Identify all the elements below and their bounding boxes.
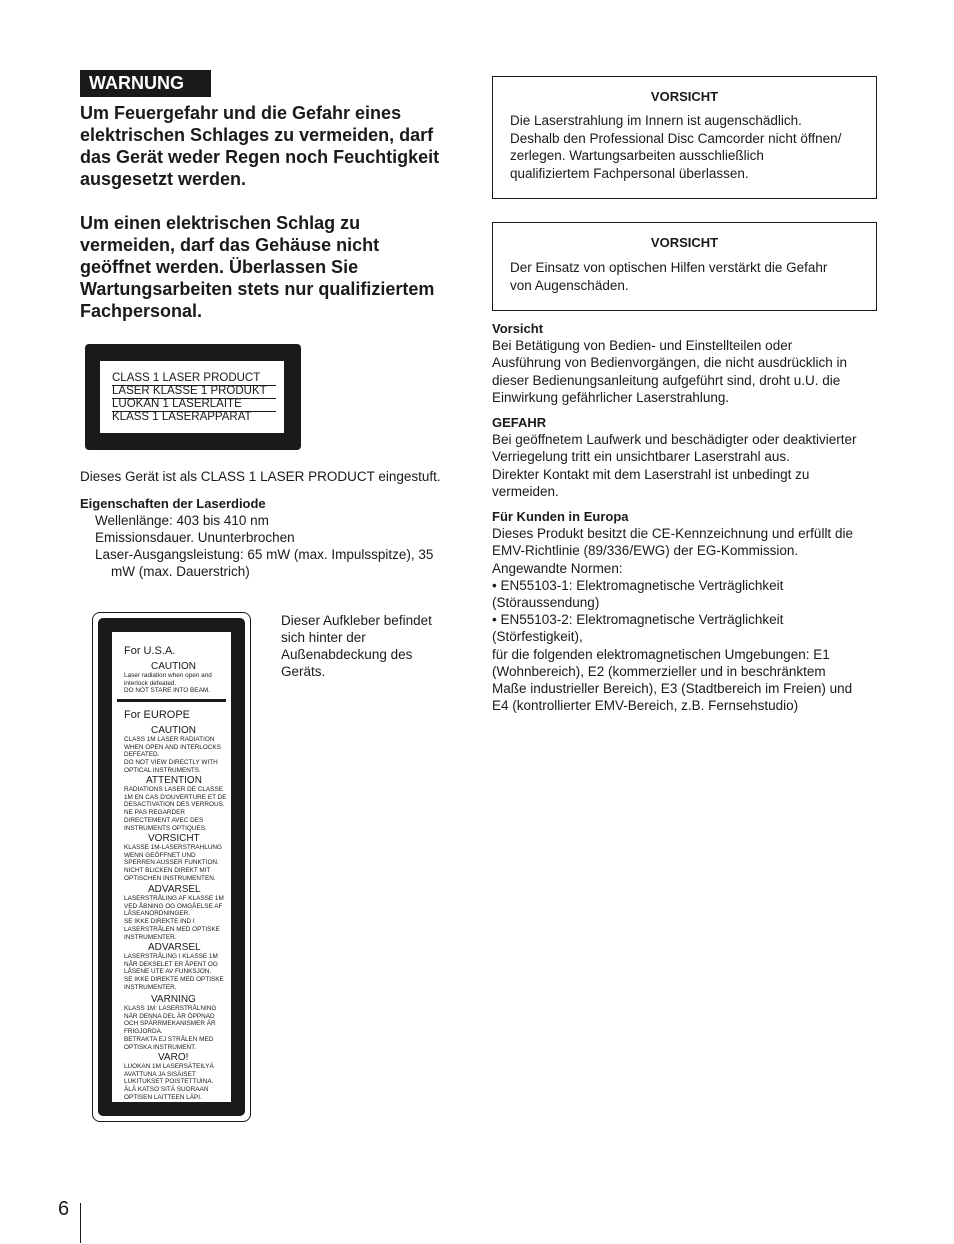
text-line: Geräts. (281, 664, 326, 679)
text-line: Verriegelung tritt ein unsichtbarer Laserstrahl aus. (492, 449, 790, 465)
sticker-region-usa: For U.S.A. (124, 645, 176, 657)
laser-label-line: CLASS 1 LASER PRODUCT (112, 372, 276, 386)
sticker-block-title: VARNING (151, 994, 196, 1005)
sticker-border (98, 618, 245, 1116)
warning-badge: WARNUNG (80, 70, 211, 97)
text-line: qualifiziertem Fachpersonal überlassen. (510, 165, 749, 181)
laser-diode-item: mW (max. Dauerstrich) (111, 564, 250, 579)
sticker-note (281, 612, 461, 680)
text-line: Dieses Produkt besitzt die CE-Kennzeichnung und erfüllt die (492, 526, 853, 542)
laser-label-line: LASER KLASSE 1 PRODUKT (112, 385, 276, 399)
sticker-block-title: VARO! (158, 1052, 189, 1063)
text-line: Außenabdeckung des (281, 647, 413, 662)
sticker-caution-title: CAUTION (151, 661, 196, 672)
text-line: (Wohnbereich), E2 (kommerzieller und in beschränktem (492, 663, 826, 679)
laser-label-line: LUOKAN 1 LASERLAITE (112, 398, 276, 412)
caution-box-title: VORSICHT (650, 235, 719, 250)
text-line: EMV-Richtlinie (89/336/EWG) der EG-Kommission. (492, 543, 799, 559)
text-line: Deshalb den Professional Disc Camcorder nicht öffnen/ (510, 130, 842, 146)
laser-diode-heading: Eigenschaften der Laserdiode (80, 496, 266, 511)
text-line: Maße industrieller Bereich), E3 (Stadtbereich im Freien) und (492, 681, 853, 697)
text-line: Der Einsatz von optischen Hilfen verstärkt die Gefahr (510, 260, 828, 275)
sticker-caution-text: Laser radiation when open and interlock defeated. DO NOT STARE INTO BEAM. (124, 672, 212, 695)
page-number: 6 (58, 1198, 70, 1220)
caution-box-optics (492, 222, 877, 311)
text-line: Ausführung von Bedienvorgängen, die nicht ausdrücklich in (492, 355, 847, 371)
europa-section (492, 508, 882, 714)
text-line: Um einen elektrischen Schlag zu (80, 213, 361, 233)
text-line: (Störaussendung) (492, 595, 600, 611)
sticker-block-text: KLASSE 1M-LASERSTRAHLUNG WENN GEÖFFNET UND SPERREN AUSSER FUNKTION. NICHT BLICKEN DIREKT MIT OPTISCHEN INSTRUMENTEN. (124, 844, 223, 882)
text-line: von Augenschäden. (510, 277, 629, 293)
sticker-block-text: CLASS 1M LASER RADIATION WHEN OPEN AND INTERLOCKS DEFEATED. DO NOT VIEW DIRECTLY WITH OPTICAL INSTRUMENTS. (124, 736, 221, 774)
section-heading: GEFAHR (492, 415, 547, 430)
sticker-block-text: RADIATIONS LASER DE CLASSE 1M EN CAS D'OUVERTURE ET DE DESACTIVATION DES VERROUS. NE PAS REGARDER DIRECTEMENT AVEC DES INSTRUMENTS OPTIQUES. (124, 786, 227, 832)
text-line: Einwirkung gefährlicher Laserstrahlung. (492, 389, 730, 405)
laser-diode-item: Wellenlänge: 403 bis 410 nm (95, 513, 269, 528)
text-line: Direkter Kontakt mit dem Laserstrahl ist unbedingt zu (492, 466, 810, 482)
caution-box-text (510, 112, 864, 182)
text-line: elektrischen Schlages zu vermeiden, darf (80, 125, 434, 145)
text-line: zerlegen. Wartungsarbeiten ausschließlich (510, 148, 764, 163)
class-statement: Dieses Gerät ist als CLASS 1 LASER PRODUCT eingestuft. (80, 469, 441, 484)
laser-diode-item: Laser-Ausgangsleistung: 65 mW (max. Impulsspitze), 35 (95, 547, 434, 562)
caution-box-title: VORSICHT (650, 89, 719, 104)
text-line: • EN55103-2: Elektromagnetische Verträglichkeit (492, 612, 784, 628)
sticker-divider (117, 699, 226, 702)
warning-paragraph-fire (80, 102, 470, 190)
warning-paragraph-shock (80, 212, 470, 322)
vorsicht-section (492, 320, 882, 406)
text-line: Angewandte Normen: (492, 560, 623, 576)
sticker-block-title: ADVARSEL (148, 884, 201, 895)
laser-diode-section (80, 495, 480, 580)
text-line: (Störfestigkeit), (492, 629, 583, 645)
text-line: für die folgenden elektromagnetischen Umgebungen: E1 (492, 646, 830, 662)
text-line: Die Laserstrahlung im Innern ist augenschädlich. (510, 113, 802, 128)
caution-box-radiation (492, 76, 877, 199)
sticker-block-title: VORSICHT (148, 833, 200, 844)
sticker-body (112, 632, 231, 1102)
text-line: • EN55103-1: Elektromagnetische Verträglichkeit (492, 577, 784, 593)
text-line: Bei Betätigung von Bedien- und Einstellteilen oder (492, 338, 793, 354)
text-line: E4 (kontrollierter EMV-Bereich, z.B. Fernsehstudio) (492, 698, 799, 714)
sticker-region-europe: For EUROPE (124, 709, 191, 721)
laser-warning-sticker (92, 612, 251, 1122)
text-line: geöffnet werden. Überlassen Sie (80, 257, 359, 277)
text-line: vermeiden, darf das Gehäuse nicht (80, 235, 380, 255)
text-line: Fachpersonal. (80, 301, 203, 321)
sticker-block-title: ATTENTION (146, 775, 202, 786)
text-line: Dieser Aufkleber befindet (281, 613, 432, 628)
sticker-block-text: KLASS 1M: LASERSTRÅLNING NÄR DENNA DEL ÄR ÖPPNAD OCH SPÄRRMEKANISMER ÄR FRIGJORDA. BETRAKTA EJ STRÅLEN MED OPTISKA INSTRUMENT. (124, 1005, 217, 1051)
sticker-block-text: LASERSTRÅLING AF KLASSE 1M VED ÅBNING OG OMGÅELSE AF LÅSEANORDNINGER. SE IKKE DIREKTE IND I LASERSTRÅLEN MED OPTISKE INSTRUMENTER. (124, 895, 224, 941)
sticker-block-text: LUOKAN 1M LASERSÄTEILYÄ AVATTUNA JA SISÄISET LUKITUKSET POISTETTUINA. ÄLÄ KATSO SITÄ SUORAAN OPTISEN LAITTEEN LÄPI. (124, 1063, 214, 1101)
page-divider (80, 1203, 81, 1243)
sticker-block-title: ADVARSEL (148, 942, 201, 953)
text-line: ausgesetzt werden. (80, 169, 247, 189)
text-line: Bei geöffnetem Laufwerk und beschädigter oder deaktivierter (492, 432, 857, 448)
gefahr-section (492, 414, 882, 500)
section-heading: Vorsicht (492, 321, 544, 336)
sticker-block-title: CAUTION (151, 725, 196, 736)
section-heading: Für Kunden in Europa (492, 509, 629, 524)
text-line: Um Feuergefahr und die Gefahr eines (80, 103, 402, 123)
caution-box-text (510, 259, 864, 294)
laser-class-label (85, 344, 301, 450)
laser-label-panel (100, 361, 284, 433)
text-line: dieser Bedienungsanleitung aufgeführt sind, droht u.U. die (492, 372, 841, 388)
text-line: das Gerät weder Regen noch Feuchtigkeit (80, 147, 440, 167)
text-line: Wartungsarbeiten stets nur qualifiziertem (80, 279, 435, 299)
laser-diode-item: Emissionsdauer. Ununterbrochen (95, 530, 295, 545)
text-line: sich hinter der (281, 630, 366, 645)
sticker-block-text: LASERSTRÅLING I KLASSE 1M NÅR DEKSELET ER ÅPENT OG LÅSENE UTE AV FUNKSJON. SE IKKE DIREKTE MED OPTISKE INSTRUMENTER. (124, 953, 224, 991)
laser-label-line: KLASS 1 LASERAPPARAT (112, 411, 252, 423)
text-line: vermeiden. (492, 483, 559, 499)
